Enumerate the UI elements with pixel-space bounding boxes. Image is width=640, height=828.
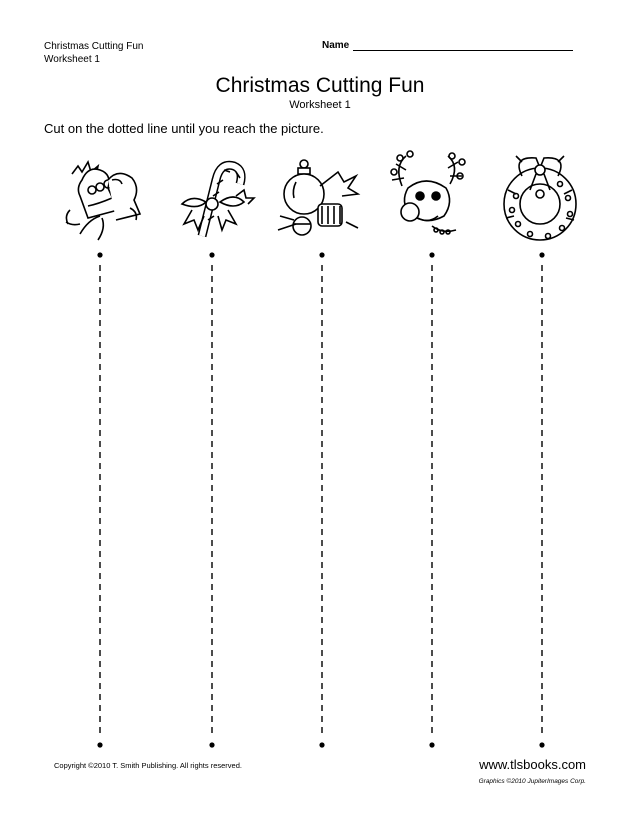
cut-end-dot	[97, 742, 102, 747]
copyright-notice: Copyright ©2010 T. Smith Publishing. All rights reserved.	[54, 761, 242, 770]
instructions: Cut on the dotted line until you reach the picture.	[44, 121, 324, 136]
cut-end-dot	[539, 742, 544, 747]
graphics-credit: Graphics ©2010 JupiterImages Corp.	[478, 778, 586, 785]
cut-line-3[interactable]	[319, 252, 324, 747]
cut-start-dot	[97, 252, 102, 257]
cut-start-dot	[429, 252, 434, 257]
cut-start-dot	[319, 252, 324, 257]
website-link[interactable]: www.tlsbooks.com	[479, 757, 586, 772]
header-title: Christmas Cutting Fun	[44, 41, 144, 52]
cut-line-5[interactable]	[539, 252, 544, 747]
name-label: Name	[322, 40, 350, 51]
cut-line-2[interactable]	[209, 252, 214, 747]
cut-line-1[interactable]	[97, 252, 102, 747]
header-worksheet-number: Worksheet 1	[44, 54, 100, 65]
page-subtitle: Worksheet 1	[289, 99, 351, 111]
cut-end-dot	[319, 742, 324, 747]
cut-start-dot	[209, 252, 214, 257]
cut-end-dot	[429, 742, 434, 747]
cut-start-dot	[539, 252, 544, 257]
cut-line-4[interactable]	[429, 252, 434, 747]
page-title: Christmas Cutting Fun	[215, 74, 425, 97]
cut-end-dot	[209, 742, 214, 747]
